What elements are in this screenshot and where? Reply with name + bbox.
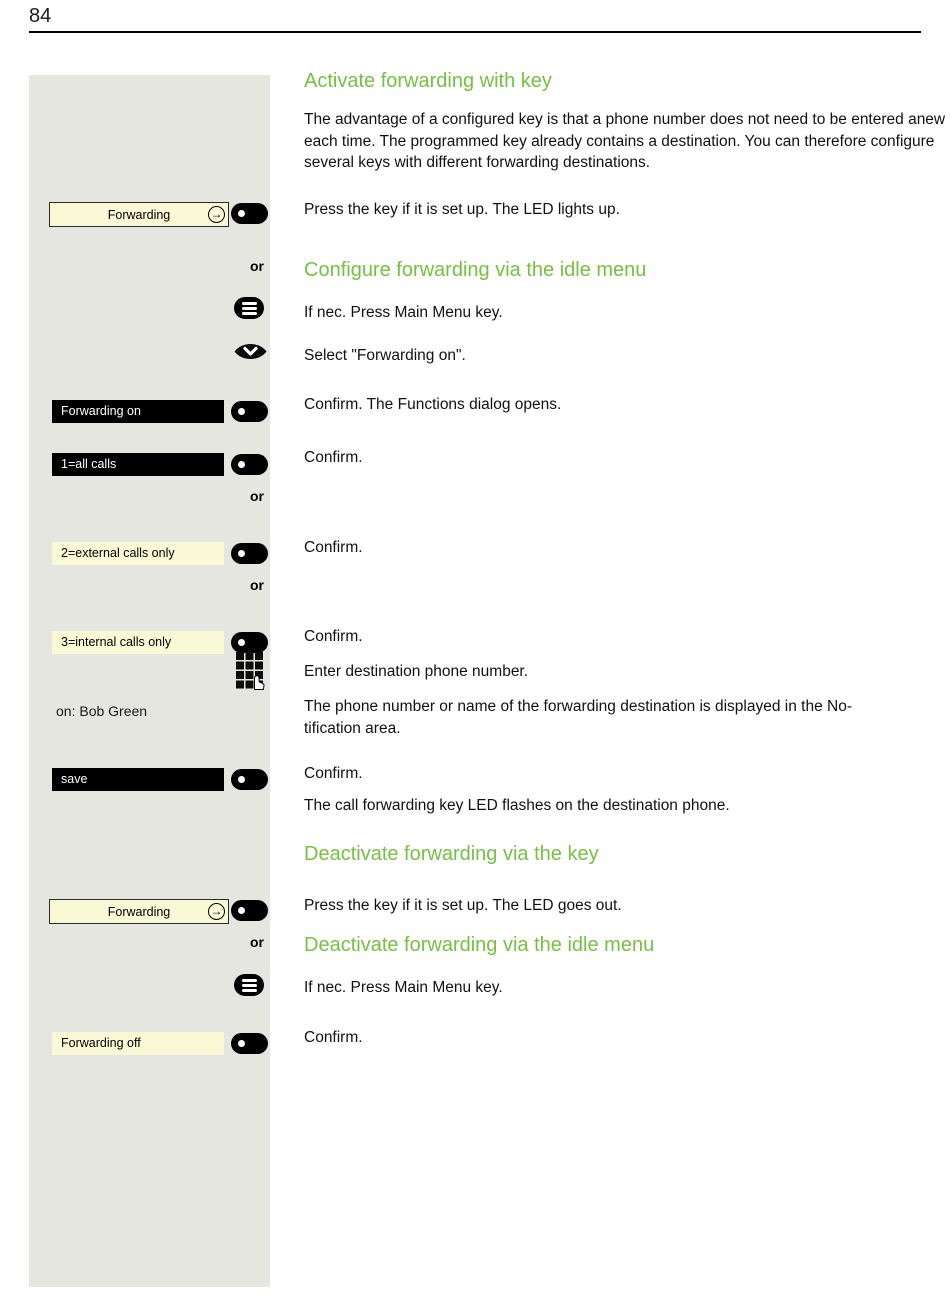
function-key-icon bbox=[231, 900, 268, 921]
navigate-down-icon bbox=[233, 338, 268, 365]
display-option-key-save: save bbox=[52, 768, 224, 791]
arrow-right-icon: → bbox=[208, 903, 225, 920]
display-option-key-all-calls: 1=all calls bbox=[52, 453, 224, 476]
header-rule bbox=[29, 31, 921, 33]
or-label: or bbox=[250, 577, 264, 593]
step-confirm: Confirm. bbox=[304, 628, 363, 645]
heading-deactivate-forwarding-idle-menu: Deactivate forwarding via the idle menu bbox=[304, 934, 655, 956]
step-confirm: Confirm. bbox=[304, 1029, 363, 1046]
menu-bar-icon bbox=[242, 989, 257, 992]
function-key-icon bbox=[231, 1033, 268, 1054]
or-label: or bbox=[250, 488, 264, 504]
key-label: Forwarding bbox=[107, 207, 171, 222]
programmable-key-forwarding-1 bbox=[49, 202, 229, 227]
menu-bar-icon bbox=[242, 307, 257, 310]
menu-bar-icon bbox=[242, 979, 257, 982]
led-dot-icon bbox=[238, 550, 245, 557]
led-dot-icon bbox=[238, 1040, 245, 1047]
display-option-key-external-calls: 2=external calls only bbox=[52, 542, 224, 565]
page-number: 84 bbox=[29, 5, 52, 27]
step-enter-destination: Enter destination phone number. bbox=[304, 663, 529, 680]
function-key-icon bbox=[231, 401, 268, 422]
notification-text: on: Bob Green bbox=[56, 703, 148, 719]
led-dot-icon bbox=[238, 907, 245, 914]
step-confirm-functions-dialog: Confirm. The Functions dialog opens. bbox=[304, 396, 562, 413]
led-dot-icon bbox=[238, 210, 245, 217]
heading-deactivate-forwarding-via-key: Deactivate forwarding via the key bbox=[304, 843, 599, 865]
function-key-icon bbox=[231, 769, 268, 790]
or-label: or bbox=[250, 934, 264, 950]
main-menu-key-icon bbox=[234, 297, 264, 319]
led-dot-icon bbox=[238, 461, 245, 468]
function-key-icon bbox=[231, 543, 268, 564]
programmable-key-forwarding-2 bbox=[49, 899, 229, 924]
step-confirm: Confirm. bbox=[304, 449, 363, 466]
main-menu-key-icon bbox=[234, 974, 264, 996]
arrow-right-icon: → bbox=[208, 206, 225, 223]
step-press-main-menu: If nec. Press Main Menu key. bbox=[304, 979, 503, 996]
step-press-main-menu: If nec. Press Main Menu key. bbox=[304, 304, 503, 321]
function-key-icon bbox=[231, 632, 268, 653]
menu-bar-icon bbox=[242, 312, 257, 315]
led-dot-icon bbox=[238, 776, 245, 783]
step-confirm: Confirm. bbox=[304, 539, 363, 556]
or-label: or bbox=[250, 258, 264, 274]
function-key-icon bbox=[231, 454, 268, 475]
sidebar-panel bbox=[29, 75, 270, 1287]
paragraph-destination-displayed-line2: tification area. bbox=[304, 719, 401, 737]
heading-activate-forwarding-with-key: Activate forwarding with key bbox=[304, 70, 552, 92]
display-option-key-forwarding-off: Forwarding off bbox=[52, 1032, 224, 1055]
key-label: Forwarding bbox=[107, 904, 171, 919]
heading-configure-forwarding-idle-menu: Configure forwarding via the idle menu bbox=[304, 259, 647, 281]
menu-bar-icon bbox=[242, 984, 257, 987]
step-confirm: Confirm. bbox=[304, 765, 363, 782]
function-key-icon bbox=[231, 203, 268, 224]
paragraph-destination-displayed-line1: The phone number or name of the forwarding destination is displayed in the No- bbox=[304, 698, 852, 715]
display-option-key-forwarding-on: Forwarding on bbox=[52, 400, 224, 423]
led-dot-icon bbox=[238, 639, 245, 646]
step-press-key-led-off: Press the key if it is set up. The LED goes out. bbox=[304, 897, 622, 914]
paragraph-led-flashes: The call forwarding key LED flashes on the destination phone. bbox=[304, 797, 730, 814]
keypad-icon bbox=[236, 652, 266, 690]
step-press-key-led-on: Press the key if it is set up. The LED lights up. bbox=[304, 201, 620, 218]
paragraph-intro: The advantage of a configured key is that a phone number does not need to be entered anew each time. The programmed key already contains a destination. You can therefore configure several keys with different forwarding destinations. bbox=[304, 111, 946, 171]
step-select-forwarding-on: Select "Forwarding on". bbox=[304, 347, 466, 364]
menu-bar-icon bbox=[242, 302, 257, 305]
display-option-key-internal-calls: 3=internal calls only bbox=[52, 631, 224, 654]
led-dot-icon bbox=[238, 408, 245, 415]
